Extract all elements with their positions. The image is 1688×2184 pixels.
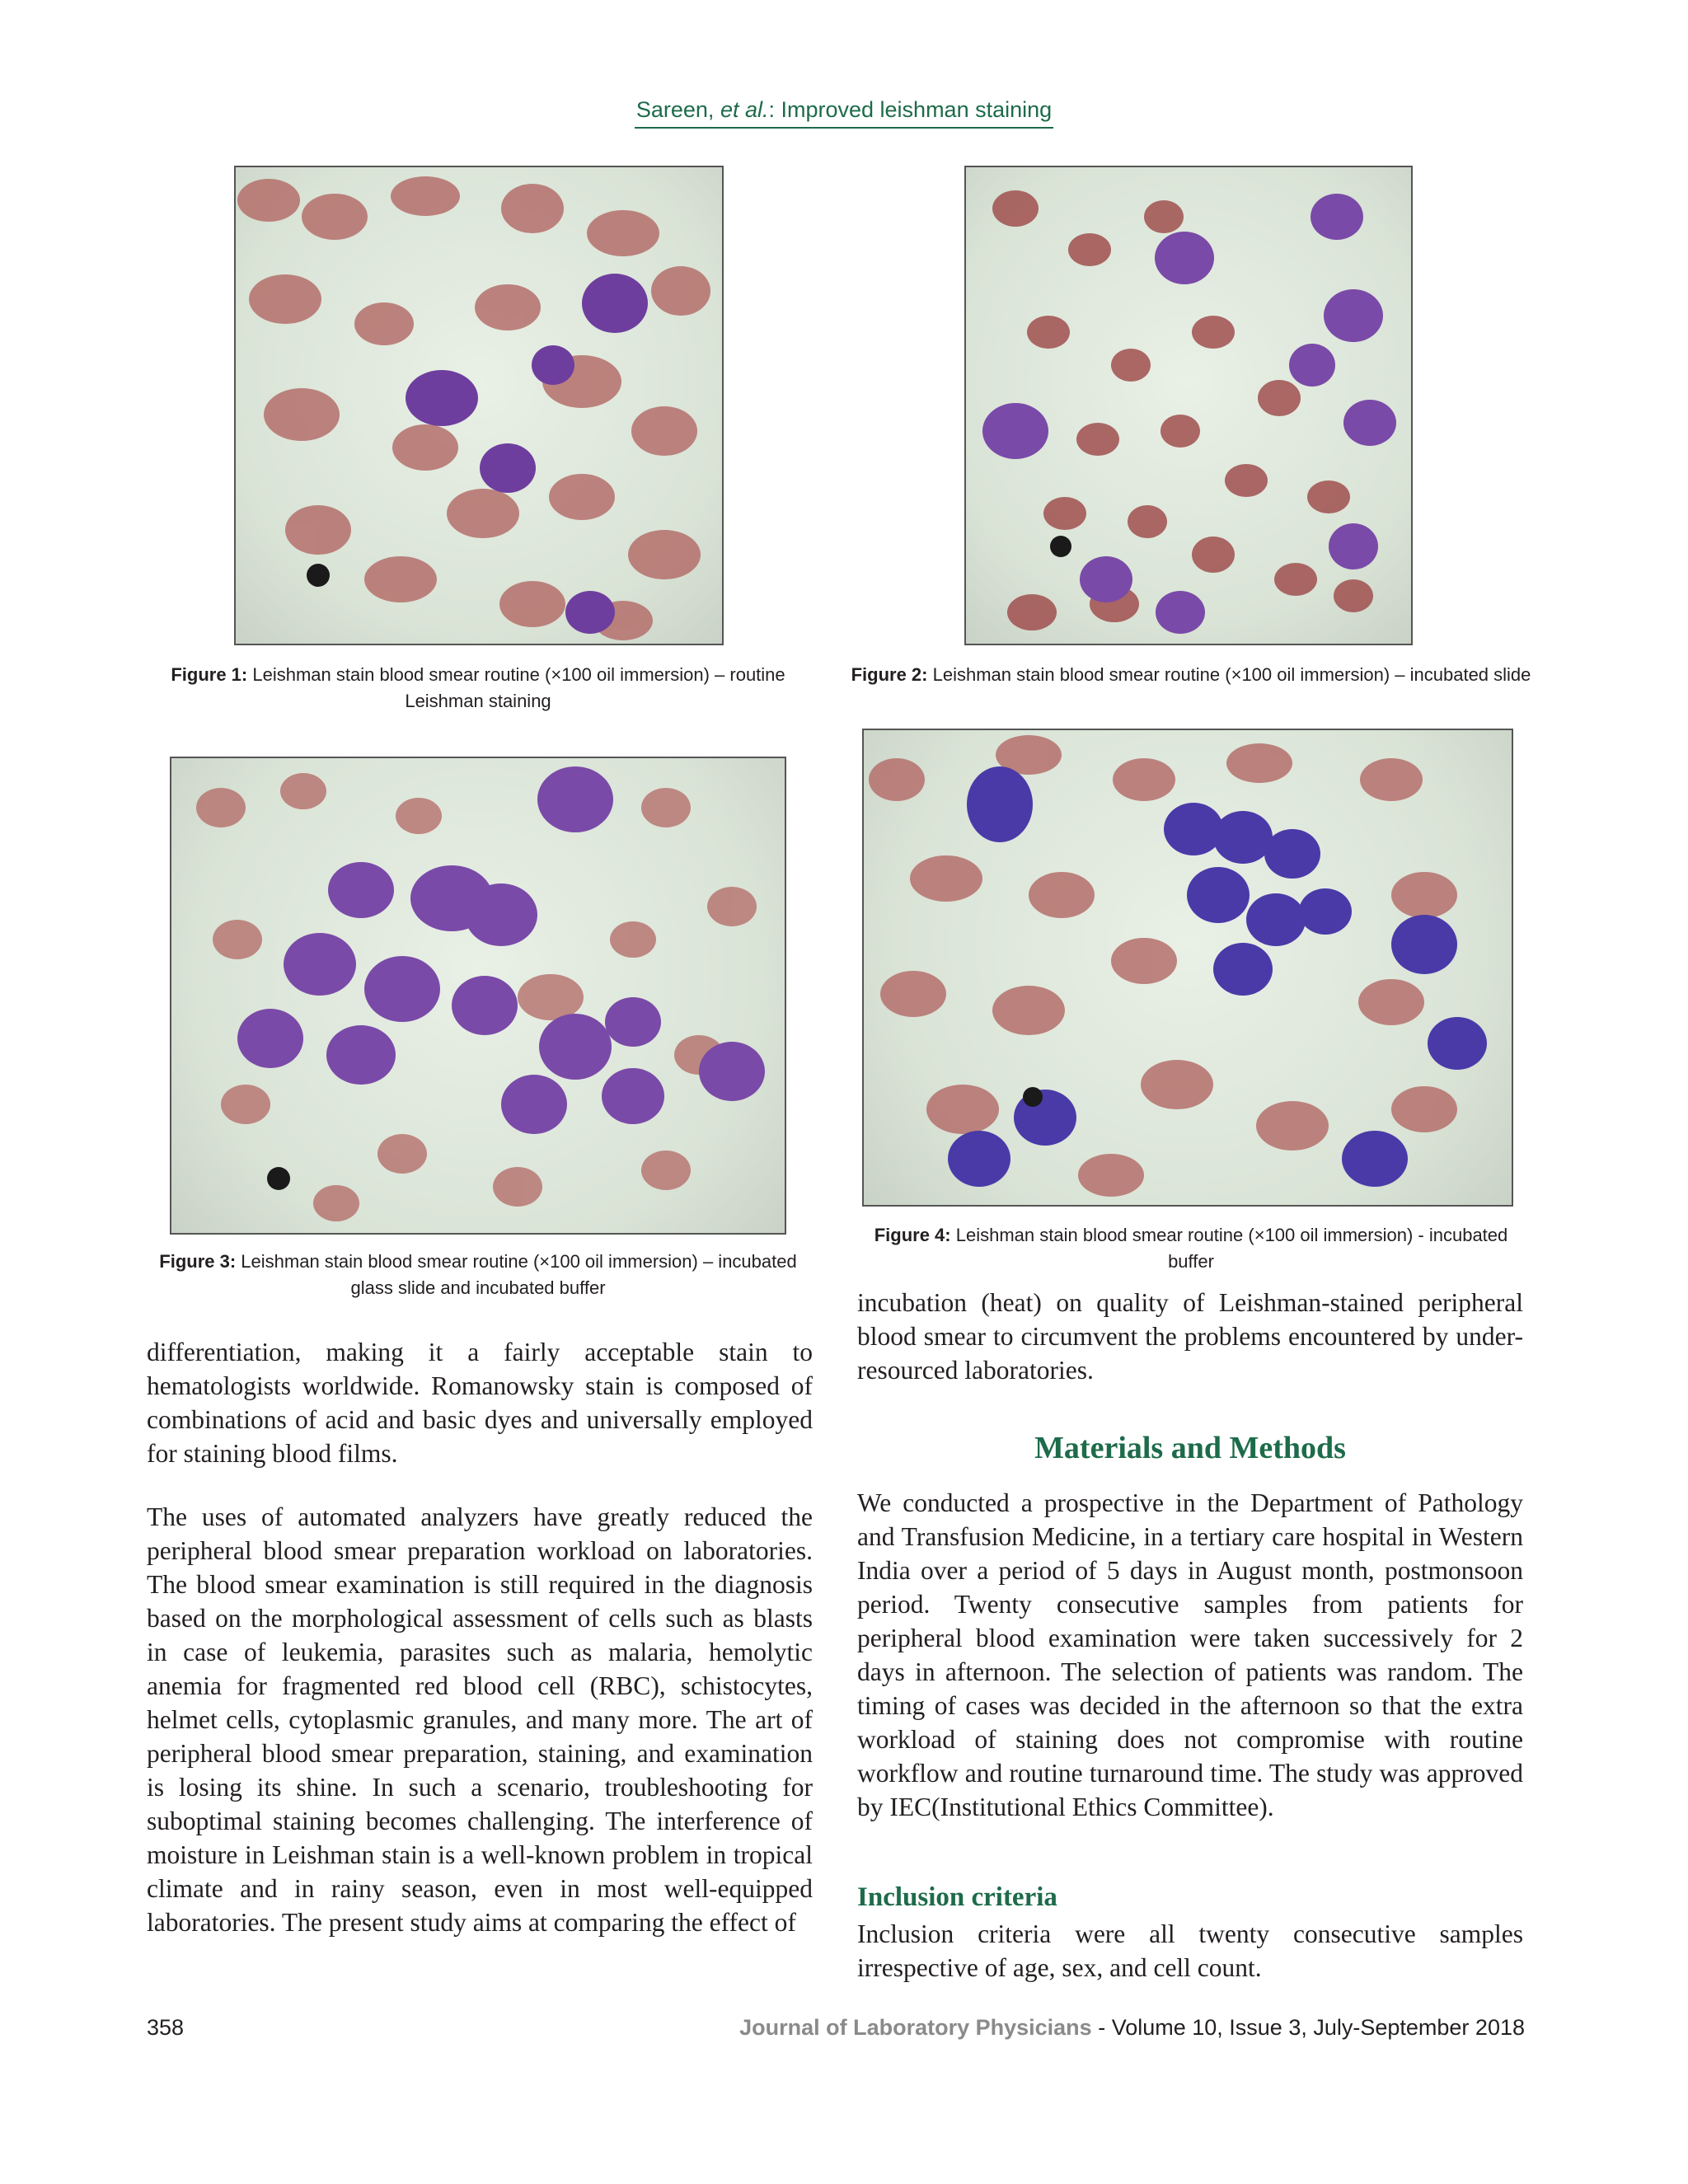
left-column: [147, 1335, 813, 1939]
right-column-inclusion: [857, 1917, 1523, 1985]
figure-4-caption: Figure 4: Leishman stain blood smear routine (×100 oil immersion) - incubated buffer: [874, 1225, 1508, 1272]
right-paragraph-1: incubation (heat) on quality of Leishman-stained peripheral blood smear to circumvent the problems encountered by under-resourced laboratories.: [857, 1288, 1523, 1385]
subheading-inclusion-criteria: Inclusion criteria: [857, 1882, 1057, 1912]
running-header: [0, 97, 1688, 123]
right-column-methods: [857, 1486, 1523, 1824]
journal-footer: [739, 2015, 1525, 2041]
figure-3-caption: Figure 3: Leishman stain blood smear routine (×100 oil immersion) – incubated glass slide and incubated buffer: [159, 1251, 797, 1298]
figure-2-micrograph: [966, 167, 1411, 644]
figure-3-image: [170, 757, 786, 1235]
figure-3-micrograph: [171, 758, 785, 1233]
figure-1-image: [234, 166, 724, 645]
right-column-intro: [857, 1286, 1523, 1387]
right-paragraph-3: Inclusion criteria were all twenty consecutive samples irrespective of age, sex, and cell count.: [857, 1919, 1523, 1982]
figure-4-micrograph: [864, 730, 1512, 1205]
figure-2-image: [964, 166, 1413, 645]
right-paragraph-2: We conducted a prospective in the Department of Pathology and Transfusion Medicine, in a tertiary care hospital in Western India over a period of 5 days in August month, postmonsoon period. Twenty consecutive samples from patients for peripheral blood examination were taken successively for 2 days in afternoon. The selection of patients was random. The timing of cases was decided in the afternoon so that the extra workload of staining does not compromise with routine workflow and routine turnaround time. The study was approved by IEC(Institutional Ethics Committee).: [857, 1488, 1523, 1821]
page-number: 358: [147, 2015, 185, 2040]
left-paragraph-1: differentiation, making it a fairly acceptable stain to hematologists worldwide. Romanowsky stain is composed of combinations of acid and basic dyes and universally employed for staining blood films.: [147, 1338, 813, 1468]
running-header-text: Sareen, et al.: Improved leishman staining: [635, 97, 1053, 129]
section-heading-materials-methods: Materials and Methods: [1034, 1431, 1346, 1465]
left-paragraph-2: The uses of automated analyzers have greatly reduced the peripheral blood smear preparation workload on laboratories. The blood smear examination is still required in the diagnosis based on the morphological assessment of cells such as blasts in case of leukemia, parasites such as malaria, hemolytic anemia for fragmented red blood cell (RBC), schistocytes, helmet cells, cytoplasmic granules, and many more. The art of peripheral blood smear preparation, staining, and examination is losing its shine. In such a scenario, troubleshooting for suboptimal staining becomes challenging. The interference of moisture in Leishman stain is a well-known problem in tropical climate and in rainy season, even in most well-equipped laboratories. The present study aims at comparing the effect of: [147, 1502, 813, 1937]
journal-name: Journal of Laboratory Physicians: [739, 2015, 1092, 2040]
figure-4-image: [862, 729, 1513, 1207]
figure-1-micrograph: [236, 167, 722, 644]
journal-issue: - Volume 10, Issue 3, July-September 2018: [1091, 2015, 1525, 2040]
figure-1-caption: Figure 1: Leishman stain blood smear routine (×100 oil immersion) – routine Leishman staining: [171, 664, 785, 711]
figure-2-caption: Figure 2: Leishman stain blood smear routine (×100 oil immersion) – incubated slide: [851, 664, 1531, 685]
